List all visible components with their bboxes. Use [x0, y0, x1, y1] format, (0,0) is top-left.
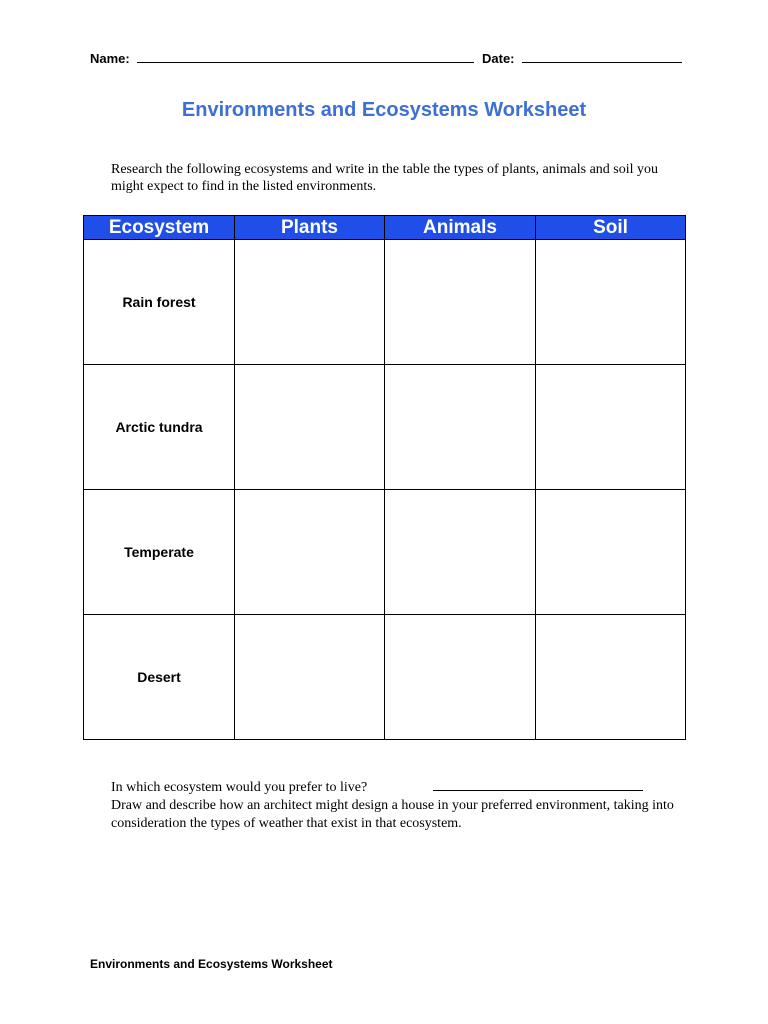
table-row: [84, 490, 686, 615]
ecosystem-table: [83, 215, 686, 740]
question-preferred-ecosystem: [111, 778, 711, 797]
question-2-text: Draw and describe how an architect might design a house in your preferred environment, taking into consideration the types of weather that exist in that ecosystem.: [111, 798, 674, 831]
page-footer: Environments and Ecosystems Worksheet: [90, 957, 333, 971]
table-header-row: [84, 216, 686, 240]
soil-cell[interactable]: [536, 365, 686, 490]
animals-cell[interactable]: [385, 240, 536, 365]
animals-cell[interactable]: [385, 365, 536, 490]
ecosystem-cell: Rain forest: [84, 240, 235, 365]
name-date-row: [90, 50, 682, 66]
plants-cell[interactable]: [235, 490, 385, 615]
question-1-text: In which ecosystem would you prefer to live?: [111, 780, 368, 795]
name-field-line[interactable]: [137, 50, 474, 63]
header-soil: Soil: [536, 216, 686, 240]
ecosystem-cell: Arctic tundra: [84, 365, 235, 490]
questions-section: [111, 778, 711, 833]
soil-cell[interactable]: [536, 240, 686, 365]
animals-cell[interactable]: [385, 490, 536, 615]
soil-cell[interactable]: [536, 615, 686, 740]
header-ecosystem: Ecosystem: [84, 216, 235, 240]
ecosystem-cell: Temperate: [84, 490, 235, 615]
answer-line[interactable]: [433, 778, 643, 791]
plants-cell[interactable]: [235, 615, 385, 740]
animals-cell[interactable]: [385, 615, 536, 740]
page-title: Environments and Ecosystems Worksheet: [181, 99, 587, 121]
plants-cell[interactable]: [235, 240, 385, 365]
plants-cell[interactable]: [235, 365, 385, 490]
date-field-line[interactable]: [522, 50, 682, 63]
table-row: [84, 240, 686, 365]
ecosystem-cell: Desert: [84, 615, 235, 740]
date-label: Date:: [482, 51, 515, 66]
table-row: [84, 615, 686, 740]
header-plants: Plants: [235, 216, 385, 240]
table-row: [84, 365, 686, 490]
intro-paragraph: Research the following ecosystems and write in the table the types of plants, animals and soil you might expect to find in the listed environments.: [111, 162, 659, 194]
soil-cell[interactable]: [536, 490, 686, 615]
name-label: Name:: [90, 51, 130, 66]
header-animals: Animals: [385, 216, 536, 240]
